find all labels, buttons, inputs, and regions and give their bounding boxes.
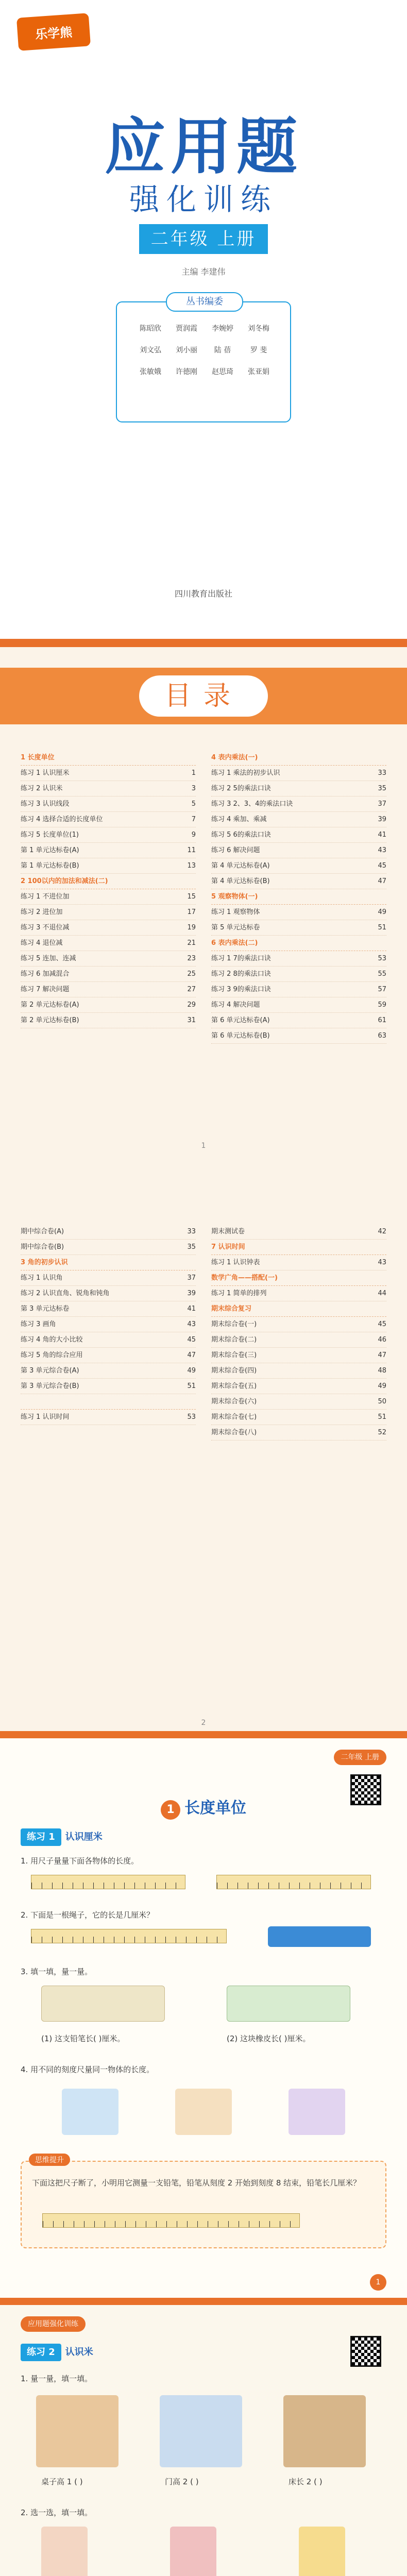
toc-entry-label: 练习 2 进位加 xyxy=(21,908,63,916)
toc-entry[interactable] xyxy=(211,905,386,920)
lesson-page-1 xyxy=(0,1731,407,2298)
toc-page-number: 49 xyxy=(378,1382,386,1390)
unit-title xyxy=(0,1795,407,1820)
toc-entry[interactable] xyxy=(21,1270,196,1286)
toc-entry-label: 期末综合卷(八) xyxy=(211,1429,257,1436)
grade-box: 二年级 上册 xyxy=(139,224,268,254)
committee-member: 张敏娥 xyxy=(140,368,161,376)
ruler-image xyxy=(31,1929,227,1943)
committee-member: 陆 蓓 xyxy=(214,346,231,354)
toc-page-number: 19 xyxy=(187,924,196,931)
question-2: 2. 下面是一根绳子，它的长是几厘米？ xyxy=(21,1910,155,1920)
toc-entry-label: 练习 6 加减混合 xyxy=(21,970,70,978)
pencil-ruler-image xyxy=(41,1986,165,2022)
toc-page-number: 53 xyxy=(378,955,386,962)
toc-section[interactable] xyxy=(21,1394,196,1410)
contents-page-num-2: 2 xyxy=(201,1719,206,1727)
ruler-image xyxy=(216,1875,371,1889)
toc-page-number: 63 xyxy=(378,1032,386,1040)
toc-page-number: 39 xyxy=(187,1290,196,1297)
toc-entry-label: 练习 1 乘法的初步认识 xyxy=(211,769,280,777)
publisher: 四川教育出版社 xyxy=(174,589,232,599)
pencil-image xyxy=(268,1926,371,1947)
toc-entry-label: 第 3 单元综合卷(B) xyxy=(21,1382,79,1390)
toc-entry-label: 练习 5 长度单位(1) xyxy=(21,831,79,839)
cover-title: 应用题 xyxy=(104,111,302,182)
toc-page-number: 47 xyxy=(378,1351,386,1359)
toc-entry-label: 练习 4 解决问题 xyxy=(211,1001,260,1009)
toc-entry-label: 期末综合卷(三) xyxy=(211,1351,257,1359)
page-number: 1 xyxy=(370,2274,386,2291)
exercise-badge: 练习 2 xyxy=(21,2344,61,2361)
toc-entry-label: 练习 4 退位减 xyxy=(21,939,63,947)
toc-page-number: 35 xyxy=(378,785,386,792)
cover xyxy=(0,0,407,639)
question-3a: (1) 这支铅笔长( )厘米。 xyxy=(41,2034,125,2043)
book-image xyxy=(62,2089,118,2135)
qr-code-icon xyxy=(350,2336,381,2367)
exercise-title: 认识米 xyxy=(65,2347,93,2358)
question-1c: 床长 2 ( ) xyxy=(289,2477,323,2486)
toc-section[interactable] xyxy=(211,1240,386,1255)
bed-image xyxy=(160,2395,242,2467)
desk-image xyxy=(36,2395,118,2467)
toc-section[interactable] xyxy=(211,1301,386,1317)
ruler-stick-image xyxy=(299,2527,345,2576)
toc-entry-label: 第 1 单元达标卷(A) xyxy=(21,846,79,854)
toc-entry-label: 练习 3 不退位减 xyxy=(21,924,70,931)
question-1b: 门高 2 ( ) xyxy=(165,2477,199,2486)
editor: 主编 李建伟 xyxy=(181,267,226,277)
grade-tag: 二年级 上册 xyxy=(334,1750,386,1765)
book-tag: 应用题强化训练 xyxy=(21,2316,86,2332)
toc-page-number: 44 xyxy=(378,1290,386,1297)
question-4: 4. 用不同的刻度尺量同一物体的长度。 xyxy=(21,2065,155,2074)
toc-entry[interactable] xyxy=(211,1028,386,1044)
toc-page-number: 46 xyxy=(378,1336,386,1344)
toc-page-number: 50 xyxy=(378,1398,386,1405)
cover-subtitle: 强化训练 xyxy=(129,182,278,217)
toc-entry-label: 练习 1 7的乘法口诀 xyxy=(211,955,271,962)
toc-entry[interactable] xyxy=(21,1286,196,1301)
toc-left-col-2 xyxy=(21,1224,196,1425)
toc-page-number: 17 xyxy=(187,908,196,916)
lesson-page-2 xyxy=(0,2298,407,2576)
toc-entry-label: 期末综合卷(四) xyxy=(211,1367,257,1375)
exercise-title: 认识厘米 xyxy=(65,1832,103,1842)
toc-entry-label: 第 6 单元达标卷(A) xyxy=(211,1016,270,1024)
toc-page-number: 47 xyxy=(378,877,386,885)
committee-member: 李婉婷 xyxy=(212,325,233,333)
toc-page-number: 7 xyxy=(191,816,196,823)
toc-entry-label: 练习 5 连加、连减 xyxy=(21,955,76,962)
toc-entry[interactable] xyxy=(211,874,386,889)
toc-page-number: 57 xyxy=(378,986,386,993)
exercise-head xyxy=(21,2344,93,2361)
toc-page-number: 45 xyxy=(378,862,386,870)
toc-page-number: 49 xyxy=(378,908,386,916)
toc-entry[interactable] xyxy=(21,889,196,905)
toc-right-col-2 xyxy=(211,1224,386,1440)
toc-entry-label: 期末综合卷(二) xyxy=(211,1336,257,1344)
foot-image xyxy=(41,2527,88,2576)
toc-entry-label: 期末测试卷 xyxy=(211,1228,245,1235)
toc-entry-label: 练习 7 解决问题 xyxy=(21,986,70,993)
contents-page-num-1: 1 xyxy=(201,1142,206,1150)
committee-box xyxy=(116,296,291,422)
toc-page-number: 37 xyxy=(378,800,386,808)
toc-section-label: 6 表内乘法(二) xyxy=(211,939,258,947)
toc-page-number: 41 xyxy=(187,1305,196,1313)
toc-page-number: 23 xyxy=(187,955,196,962)
toc-section-label: 3 角的初步认识 xyxy=(21,1259,68,1266)
toc-entry-label: 练习 3 9的乘法口诀 xyxy=(211,986,271,993)
toc-page-number: 51 xyxy=(187,1382,196,1390)
toc-entry[interactable] xyxy=(211,812,386,827)
toc-entry-label: 第 3 单元综合卷(A) xyxy=(21,1367,79,1375)
toc-entry[interactable] xyxy=(21,812,196,827)
toc-page-number: 59 xyxy=(378,1001,386,1009)
toc-section[interactable] xyxy=(21,750,196,766)
toc-entry[interactable] xyxy=(21,858,196,874)
toc-entry-label: 练习 3 认识线段 xyxy=(21,800,70,808)
toc-page-number: 51 xyxy=(378,1413,386,1421)
toc-section[interactable] xyxy=(211,750,386,766)
exercise-head xyxy=(21,1828,103,1846)
toc-page-number: 1 xyxy=(191,769,196,777)
toc-page-number: 43 xyxy=(378,1259,386,1266)
toc-entry-label: 期末综合卷(五) xyxy=(211,1382,257,1390)
toc-entry[interactable] xyxy=(21,967,196,982)
toc-page-number: 45 xyxy=(378,1320,386,1328)
broken-ruler-image xyxy=(42,2213,300,2228)
toc-entry-label: 期末综合卷(六) xyxy=(211,1398,257,1405)
toc-entry[interactable] xyxy=(211,967,386,982)
committee-member: 张亚娟 xyxy=(248,368,269,376)
toc-page-number: 25 xyxy=(187,970,196,978)
toc-entry[interactable] xyxy=(211,1410,386,1425)
toc-entry[interactable] xyxy=(21,936,196,951)
toc-entry[interactable] xyxy=(21,1348,196,1363)
toc-section-label: 5 观察物体(一) xyxy=(211,893,258,901)
question-1: 1. 量一量，填一填。 xyxy=(21,2374,93,2383)
toc-page-number: 27 xyxy=(187,986,196,993)
toc-section[interactable] xyxy=(211,889,386,905)
toc-entry[interactable] xyxy=(211,766,386,781)
toc-entry[interactable] xyxy=(21,1013,196,1028)
toc-entry[interactable] xyxy=(21,1332,196,1348)
committee-member: 刘冬梅 xyxy=(248,325,269,333)
door-image xyxy=(283,2395,366,2467)
eraser-ruler-image xyxy=(227,1986,350,2022)
question-3b: (2) 这块橡皮长( )厘米。 xyxy=(227,2034,311,2043)
toc-entry[interactable] xyxy=(211,858,386,874)
toc-entry[interactable] xyxy=(21,905,196,920)
toc-entry[interactable] xyxy=(211,1348,386,1363)
unit-number: 1 xyxy=(161,1800,180,1820)
toc-section-label: 2 100以内的加法和减法(二) xyxy=(21,877,108,885)
contents-title: 目录 xyxy=(139,675,268,717)
committee-member: 刘小丽 xyxy=(176,346,197,354)
brand-logo: 乐学熊 xyxy=(16,13,91,51)
toc-entry-label: 练习 4 选择合适的长度单位 xyxy=(21,816,103,823)
toc-entry-label: 练习 1 认识时间 xyxy=(21,1413,70,1421)
toc-entry-label: 第 4 单元达标卷(A) xyxy=(211,862,270,870)
toc-page-number: 53 xyxy=(187,1413,196,1421)
toc-entry-label: 第 4 单元达标卷(B) xyxy=(211,877,270,885)
toc-entry[interactable] xyxy=(21,997,196,1013)
toc-entry[interactable] xyxy=(211,1317,386,1332)
toc-page-number: 47 xyxy=(187,1351,196,1359)
toc-entry[interactable] xyxy=(211,1224,386,1240)
toc-page-number: 13 xyxy=(187,862,196,870)
toc-entry-label: 第 1 单元达标卷(B) xyxy=(21,862,79,870)
toc-entry-label: 练习 4 角的大小比较 xyxy=(21,1336,83,1344)
note-head: 思维提升 xyxy=(29,2154,70,2166)
toc-entry[interactable] xyxy=(21,781,196,796)
toc-page-number: 43 xyxy=(187,1320,196,1328)
toc-section-label: 1 长度单位 xyxy=(21,754,55,761)
toc-page-number: 35 xyxy=(187,1243,196,1251)
child-image xyxy=(170,2527,216,2576)
toc-page-number: 55 xyxy=(378,970,386,978)
toc-entry-label: 练习 3 画角 xyxy=(21,1320,56,1328)
toc-entry[interactable] xyxy=(211,843,386,858)
toc-section-label: 4 表内乘法(一) xyxy=(211,754,258,761)
toc-entry[interactable] xyxy=(211,781,386,796)
toc-entry[interactable] xyxy=(21,1301,196,1317)
toc-entry[interactable] xyxy=(21,920,196,936)
toc-entry[interactable] xyxy=(211,951,386,967)
toc-entry[interactable] xyxy=(21,766,196,781)
toc-page-number: 49 xyxy=(187,1367,196,1375)
toc-page-number: 37 xyxy=(187,1274,196,1282)
toc-entry-label: 练习 2 认识米 xyxy=(21,785,63,792)
toc-entry[interactable] xyxy=(211,920,386,936)
committee-member: 贾润霞 xyxy=(176,325,197,333)
toc-page-number: 11 xyxy=(187,846,196,854)
toc-entry-label: 期末综合卷(一) xyxy=(211,1320,257,1328)
question-3: 3. 填一填，量一量。 xyxy=(21,1967,93,1976)
question-1a: 桌子高 1 ( ) xyxy=(41,2477,83,2486)
toc-entry[interactable] xyxy=(21,1240,196,1255)
toc-entry[interactable] xyxy=(211,1425,386,1440)
toc-entry-label: 期中综合卷(A) xyxy=(21,1228,64,1235)
question-1: 1. 用尺子量量下面各物体的长度。 xyxy=(21,1856,139,1866)
toc-entry-label: 第 2 单元达标卷(A) xyxy=(21,1001,79,1009)
toc-page-number: 9 xyxy=(191,831,196,839)
toc-section-label: 期末综合复习 xyxy=(211,1305,252,1313)
toc-entry-label: 练习 1 认识厘米 xyxy=(21,769,70,777)
toc-page-number: 33 xyxy=(378,769,386,777)
toc-entry-label: 练习 5 6的乘法口诀 xyxy=(211,831,271,839)
toc-page-number: 39 xyxy=(378,816,386,823)
toc-page-number: 61 xyxy=(378,1016,386,1024)
toc-entry[interactable] xyxy=(21,796,196,812)
toc-entry-label: 练习 1 认识角 xyxy=(21,1274,63,1282)
toc-entry-label: 第 6 单元达标卷(B) xyxy=(211,1032,270,1040)
toc-entry[interactable] xyxy=(21,1224,196,1240)
toc-entry[interactable] xyxy=(211,796,386,812)
toc-page-number: 5 xyxy=(191,800,196,808)
toc-entry[interactable] xyxy=(211,1394,386,1410)
note-text: 下面这把尺子断了，小明用它测量一支铅笔，铅笔从刻度 2 开始到刻度 8 结束，铅笔长几厘米？ xyxy=(32,2178,361,2188)
toc-section[interactable] xyxy=(211,1270,386,1286)
toc-entry[interactable] xyxy=(21,1410,196,1425)
toc-entry[interactable] xyxy=(211,1363,386,1379)
toc-page-number: 48 xyxy=(378,1367,386,1375)
toc-entry[interactable] xyxy=(211,1255,386,1270)
toc-entry-label: 练习 1 简单的排列 xyxy=(211,1290,267,1297)
toc-section[interactable] xyxy=(21,1255,196,1270)
committee-head: 丛书编委 xyxy=(166,292,243,312)
toc-right-col xyxy=(211,750,386,1044)
committee-grid xyxy=(132,323,277,377)
toc-entry-label: 练习 1 不进位加 xyxy=(21,893,70,901)
toc-left-col xyxy=(21,750,196,1028)
toc-entry[interactable] xyxy=(211,1286,386,1301)
toc-page-number: 41 xyxy=(378,831,386,839)
toc-page-number: 21 xyxy=(187,939,196,947)
note-box xyxy=(21,2156,386,2248)
toc-entry[interactable] xyxy=(21,951,196,967)
toc-section[interactable] xyxy=(211,936,386,951)
toc-entry[interactable] xyxy=(211,982,386,997)
toc-entry-label: 期中综合卷(B) xyxy=(21,1243,64,1251)
toc-page-number: 15 xyxy=(187,893,196,901)
toc-entry-label: 第 5 单元达标卷 xyxy=(211,924,260,931)
toc-section-label: 7 认识时间 xyxy=(211,1243,245,1251)
toc-section-label: 数学广角——搭配(一) xyxy=(211,1274,278,1282)
box-image xyxy=(175,2089,232,2135)
toc-entry[interactable] xyxy=(211,997,386,1013)
toc-page-number: 42 xyxy=(378,1228,386,1235)
toc-page-number: 31 xyxy=(187,1016,196,1024)
toc-entry-label: 第 3 单元达标卷 xyxy=(21,1305,70,1313)
toc-section[interactable] xyxy=(21,874,196,889)
toc-entry[interactable] xyxy=(21,843,196,858)
toc-entry-label: 练习 2 5的乘法口诀 xyxy=(211,785,271,792)
toc-entry-label: 第 2 单元达标卷(B) xyxy=(21,1016,79,1024)
toc-page-number: 29 xyxy=(187,1001,196,1009)
committee-member: 赵思琦 xyxy=(212,368,233,376)
toc-page-number: 45 xyxy=(187,1336,196,1344)
ruler-image xyxy=(31,1875,185,1889)
toc-page-number: 3 xyxy=(191,785,196,792)
toc-entry-label: 练习 6 解决问题 xyxy=(211,846,260,854)
committee-member: 罗 斐 xyxy=(250,346,267,354)
toc-entry-label: 练习 2 8的乘法口诀 xyxy=(211,970,271,978)
toc-entry[interactable] xyxy=(21,827,196,843)
toc-entry-label: 练习 4 乘加、乘减 xyxy=(211,816,267,823)
toc-entry-label: 期末综合卷(七) xyxy=(211,1413,257,1421)
committee-member: 许德刚 xyxy=(176,368,197,376)
toc-entry[interactable] xyxy=(211,1332,386,1348)
toc-entry-label: 练习 1 认识钟表 xyxy=(211,1259,260,1266)
toc-entry[interactable] xyxy=(211,827,386,843)
toc-page-number: 51 xyxy=(378,924,386,931)
toc-entry-label: 练习 2 认识直角、锐角和钝角 xyxy=(21,1290,110,1297)
toc-entry[interactable] xyxy=(211,1013,386,1028)
committee-member: 陈昭欣 xyxy=(140,325,161,333)
toc-entry[interactable] xyxy=(21,1317,196,1332)
exercise-badge: 练习 1 xyxy=(21,1828,61,1846)
toc-entry-label: 练习 3 2、3、4的乘法口诀 xyxy=(211,800,293,808)
toc-page-number: 33 xyxy=(187,1228,196,1235)
question-2: 2. 选一选，填一填。 xyxy=(21,2508,93,2517)
toc-entry-label: 练习 5 角的综合应用 xyxy=(21,1351,83,1359)
committee-member: 刘文弘 xyxy=(140,346,161,354)
toc-page-number: 43 xyxy=(378,846,386,854)
toc-entry[interactable] xyxy=(21,982,196,997)
toc-entry[interactable] xyxy=(21,1363,196,1379)
toc-entry[interactable] xyxy=(211,1379,386,1394)
toc-page-number: 52 xyxy=(378,1429,386,1436)
toc-entry-label: 练习 1 观察物体 xyxy=(211,908,260,916)
cup-image xyxy=(289,2089,345,2135)
contents-page xyxy=(0,639,407,1731)
unit-name: 长度单位 xyxy=(184,1799,246,1817)
toc-entry[interactable] xyxy=(21,1379,196,1394)
